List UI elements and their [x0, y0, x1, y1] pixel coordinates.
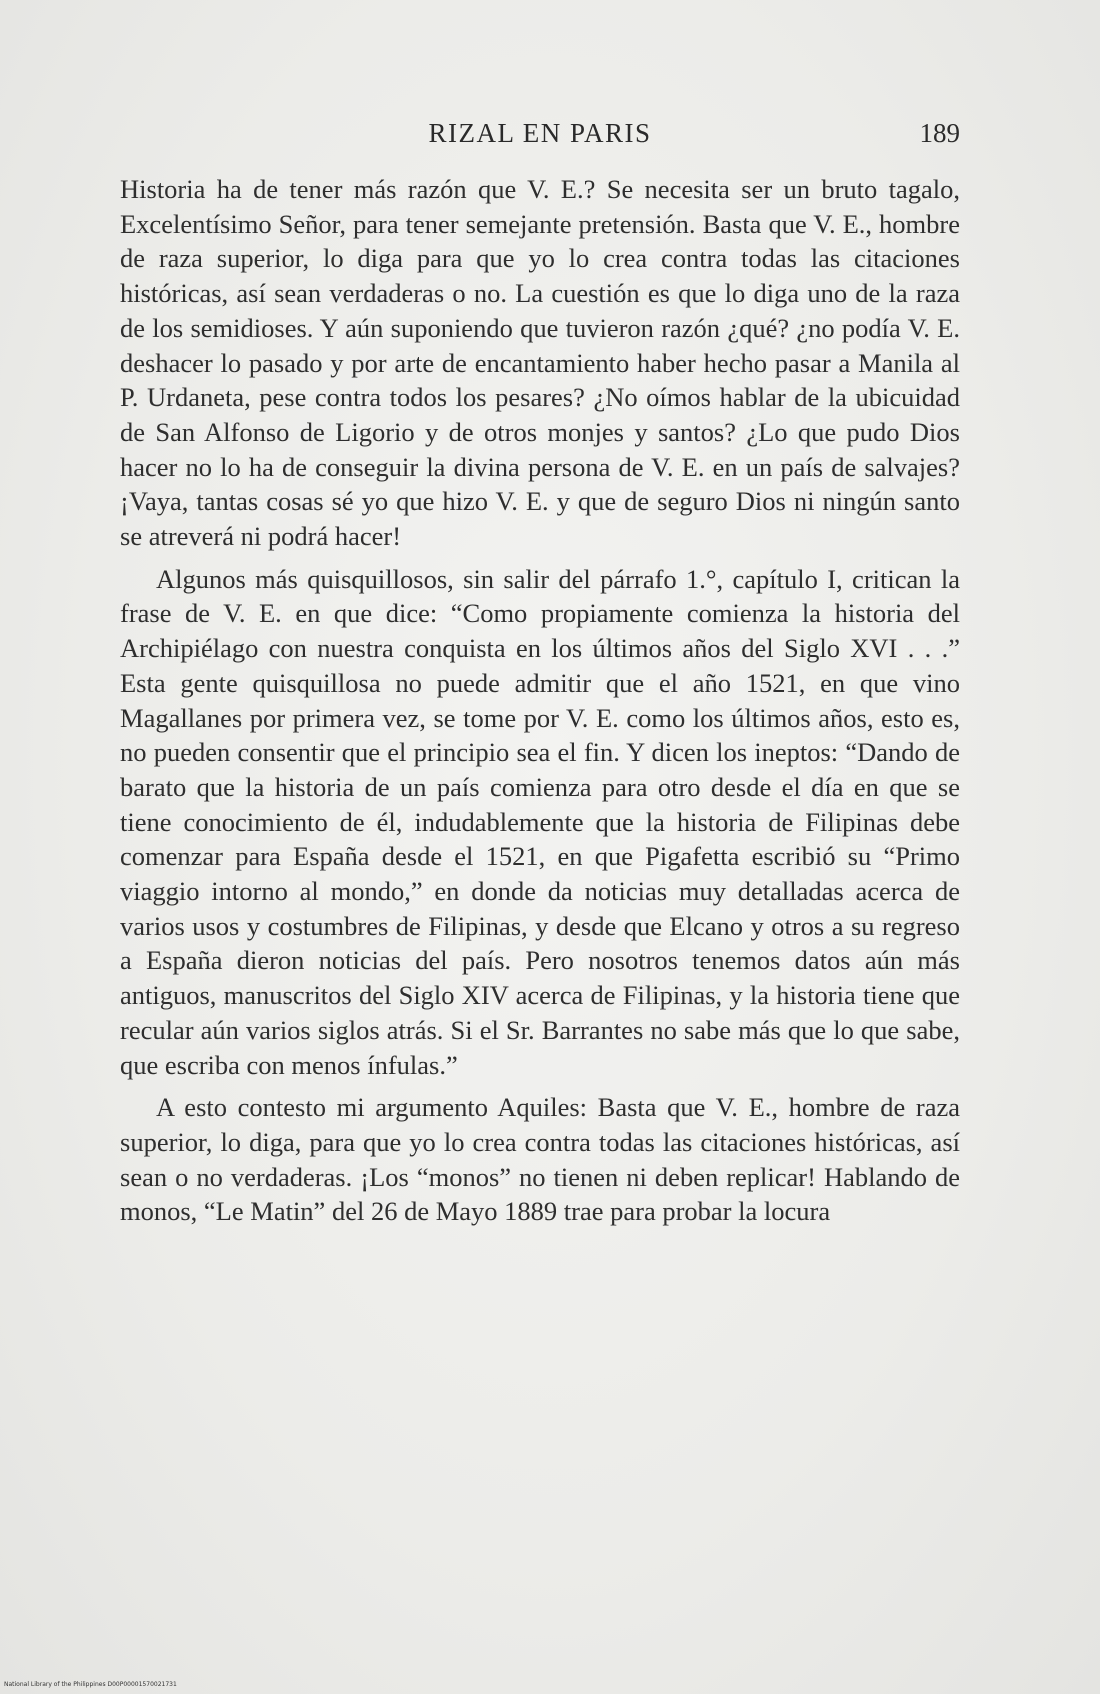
- library-credit: National Library of the Philippines D00P00001570021731: [4, 1681, 177, 1688]
- page-number: 189: [919, 118, 960, 148]
- page-header: [120, 118, 960, 158]
- paragraph-1: Historia ha de tener más razón que V. E.? Se necesita ser un bruto tagalo, Excelentísimo Señor, para tener semejante pretensión. Basta que V. E., hombre de raza superior, lo diga para que yo lo crea contra todas las citaciones históricas, así sean verdaderas o no. La cuestión es que lo diga uno de la raza de los semidioses. Y aún suponiendo que tuvieron razón ¿qué? ¿no podía V. E. deshacer lo pasado y por arte de encantamiento haber hecho pasar a Manila al P. Urdaneta, pese contra todos los pesares? ¿No oímos hablar de la ubicuidad de San Alfonso de Ligorio y de otros monjes y santos? ¿Lo que pudo Dios hacer no lo ha de conseguir la divina persona de V. E. en un país de salvajes? ¡Vaya, tantas cosas sé yo que hizo V. E. y que de seguro Dios ni ningún santo se atreverá ni podrá hacer!: [120, 174, 960, 552]
- paragraph-3: A esto contesto mi argumento Aquiles: Basta que V. E., hombre de raza superior, lo diga, para que yo lo crea contra todas las citaciones históricas, así sean o no verdaderas. ¡Los “monos” no tienen ni deben replicar! Hablando de monos, “Le Matin” del 26 de Mayo 1889 trae para probar la locura: [120, 1092, 960, 1227]
- paragraph-2: Algunos más quisquillosos, sin salir del párrafo 1.°, capítulo I, critican la frase de V. E. en que dice: “Como propiamente comienza la historia del Archipiélago con nuestra conquista en los últimos años del Siglo XVI . . .” Esta gente quisquillosa no puede admitir que el año 1521, en que vino Magallanes por primera vez, se tome por V. E. como los últimos años, esto es, no pueden consentir que el principio sea el fin. Y dicen los ineptos: “Dando de barato que la historia de un país comienza para otro desde el día en que se tiene conocimiento de él, indudablemente que la historia de Filipinas debe comenzar para España desde el 1521, en que Pigafetta escribió su “Primo viaggio intorno al mondo,” en donde da noticias muy detalladas acerca de varios usos y costumbres de Filipinas, y desde que Elcano y otros a su regreso a España dieron noticias del país. Pero nosotros tenemos datos aún más antiguos, manuscritos del Siglo XIV acerca de Filipinas, y la historia tiene que recular aún varios siglos atrás. Si el Sr. Barrantes no sabe más que lo que sabe, que escriba con menos ínfulas.”: [120, 563, 960, 1080]
- running-title: RIZAL EN PARIS: [428, 118, 652, 148]
- body-text: [120, 172, 960, 1237]
